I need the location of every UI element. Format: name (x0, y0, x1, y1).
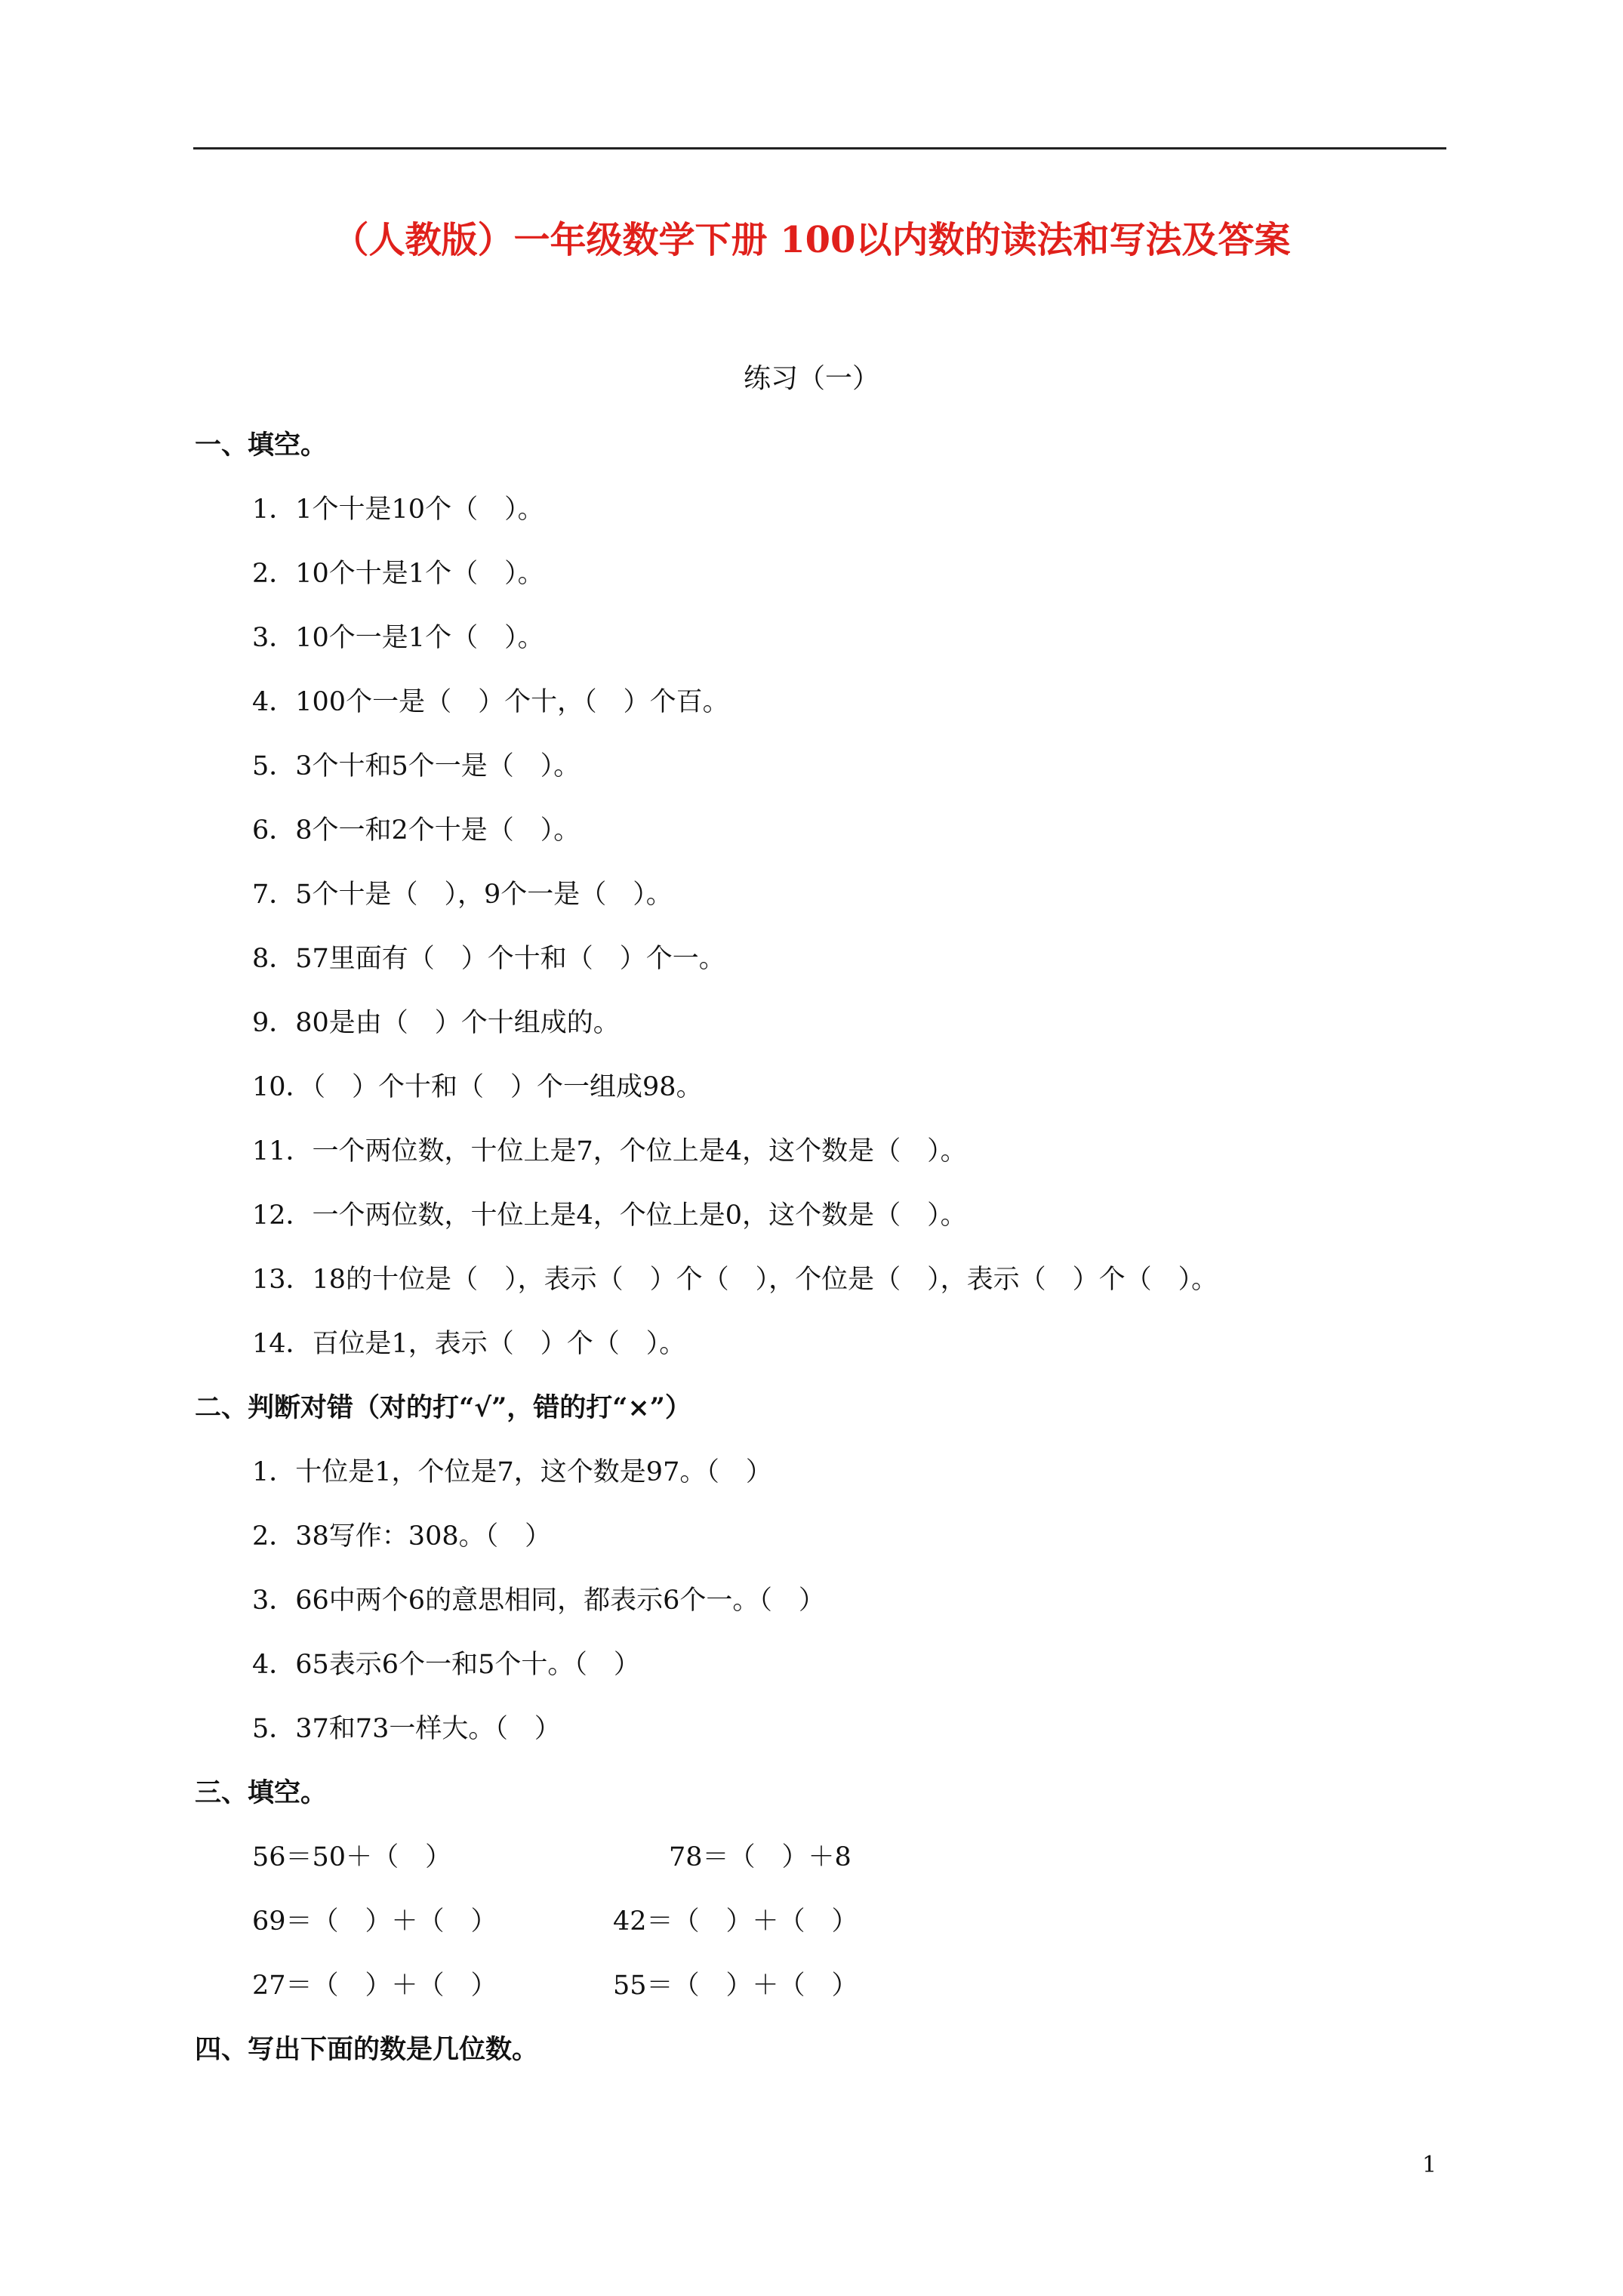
s1-question: 14．百位是1，表示（ ）个（ ）。 (252, 1329, 686, 1359)
s1-question: 5．3个十和5个一是（ ）。 (252, 751, 581, 781)
s2-question: 4．65表示6个一和5个十。（ ） (252, 1650, 640, 1680)
s3-equation-right: 78＝（ ）＋8 (669, 1842, 852, 1872)
section4-heading: 四、写出下面的数是几位数。 (195, 2034, 539, 2065)
s1-question: 4．100个一是（ ）个十，（ ）个百。 (252, 687, 729, 717)
s1-question: 12．一个两位数，十位上是4，个位上是0，这个数是（ ）。 (252, 1200, 967, 1231)
s1-question: 1．1个十是10个（ ）。 (252, 495, 544, 525)
document-title: （人教版）一年级数学下册 100以内数的读法和写法及答案 (332, 219, 1291, 261)
page-number: 1 (1422, 2152, 1437, 2178)
s1-question: 7．5个十是（ ），9个一是（ ）。 (252, 880, 673, 910)
s2-question: 1．十位是1，个位是7，这个数是97。（ ） (252, 1457, 772, 1487)
s1-question: 8．57里面有（ ）个十和（ ）个一。 (252, 944, 725, 974)
s1-question: 11．一个两位数，十位上是7，个位上是4，这个数是（ ）。 (252, 1136, 967, 1166)
exercise-subtitle: 练习（一） (743, 363, 879, 394)
s2-question: 2．38写作：308。（ ） (252, 1521, 552, 1552)
s3-equation-left: 69＝（ ）＋（ ） (252, 1906, 497, 1937)
s3-equation-left: 56＝50＋（ ） (252, 1842, 452, 1872)
s3-equation-right: 55＝（ ）＋（ ） (613, 1971, 858, 2001)
section1-heading: 一、填空。 (195, 430, 328, 461)
s1-question: 9．80是由（ ）个十组成的。 (252, 1008, 620, 1038)
s1-question: 2．10个十是1个（ ）。 (252, 559, 544, 589)
s3-equation-right: 42＝（ ）＋（ ） (613, 1906, 858, 1937)
s2-question: 5．37和73一样大。（ ） (252, 1714, 561, 1744)
section3-heading: 三、填空。 (195, 1777, 328, 1808)
s3-equation-left: 27＝（ ）＋（ ） (252, 1971, 497, 2001)
s2-question: 3．66中两个6的意思相同，都表示6个一。（ ） (252, 1586, 825, 1616)
header-rule (193, 147, 1446, 149)
section2-heading: 二、判断对错（对的打“√”，错的打“×”） (195, 1392, 691, 1423)
s1-question: 3．10个一是1个（ ）。 (252, 623, 544, 653)
s1-question: 6．8个一和2个十是（ ）。 (252, 815, 581, 846)
s1-question: 10．（ ）个十和（ ）个一组成98。 (252, 1072, 703, 1102)
s1-question: 13．18的十位是（ ），表示（ ）个（ ），个位是（ ），表示（ ）个（ ）。 (252, 1265, 1218, 1295)
